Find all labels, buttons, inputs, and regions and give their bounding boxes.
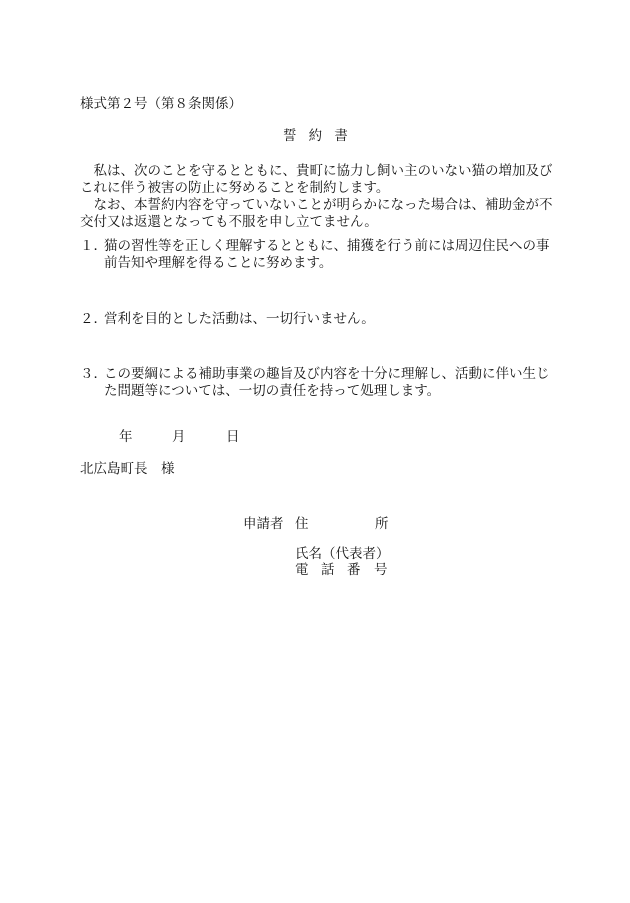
pledge-item-1 [80, 238, 560, 272]
applicant-label: 申請者 [243, 516, 284, 532]
name-label: 氏名（代表者） [295, 546, 390, 562]
item-number: ２． [80, 311, 107, 327]
item-number: ３． [80, 366, 107, 382]
phone-char-3: 番 [347, 562, 361, 578]
address-label-b: 所 [375, 516, 389, 532]
pledge-item-2 [80, 311, 560, 328]
phone-char-2: 話 [321, 562, 335, 578]
item-text: 猫の習性等を正しく理解するとともに、捕獲を行う前には周辺住民への事前告知や理解を得ることに努めます。 [104, 238, 550, 271]
date-day: 日 [226, 429, 240, 445]
intro-paragraph-2: なお、本誓約内容を守っていないことが明らかになった場合は、補助金が不交付又は返還となっても不服を申し立てません。 [80, 197, 553, 230]
item-text: 営利を目的とした活動は、一切行いません。 [104, 311, 375, 327]
intro-section [80, 163, 560, 231]
item-number: １． [80, 238, 107, 254]
intro-paragraph-1: 私は、次のことを守るとともに、貴町に協力し飼い主のいない猫の増加及びこれに伴う被害の防止に努めることを制約します。 [80, 163, 553, 196]
phone-char-4: 号 [374, 562, 388, 578]
addressee: 北広島町長 様 [80, 461, 175, 477]
document-title: 誓約書 [283, 128, 360, 144]
item-text: この要綱による補助事業の趣旨及び内容を十分に理解し、活動に伴い生じた問題等については、一切の責任を持って処理します。 [104, 366, 550, 399]
date-month: 月 [172, 429, 186, 445]
address-label-a: 住 [295, 516, 309, 532]
pledge-item-3 [80, 366, 560, 400]
form-number: 様式第２号（第８条関係） [80, 96, 242, 112]
phone-char-1: 電 [295, 562, 309, 578]
date-year: 年 [119, 429, 133, 445]
